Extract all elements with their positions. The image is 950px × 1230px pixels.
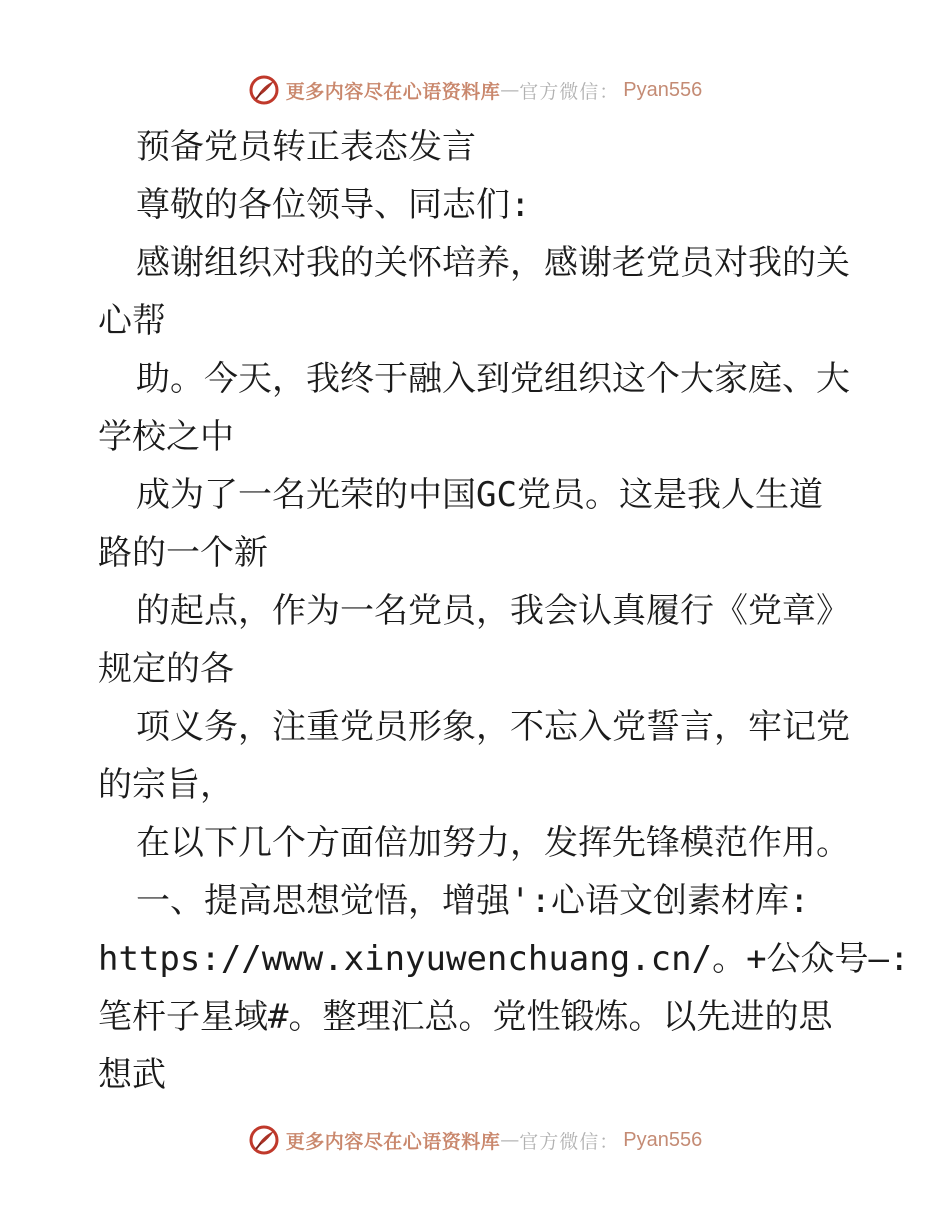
paragraph-line: 助。今天，我终于融入到党组织这个大家庭、大	[136, 359, 850, 399]
paragraph-line: https://www.xinyuwenchuang.cn/。+公众号—:	[98, 939, 910, 979]
paragraph-line: 成为了一名光荣的中国GC党员。这是我人生道	[136, 475, 823, 515]
salutation-line: 尊敬的各位领导、同志们:	[136, 185, 531, 225]
paragraph-line: 学校之中	[98, 417, 234, 457]
paragraph-line: 心帮	[98, 301, 166, 341]
watermark-banner-bottom	[0, 1120, 950, 1160]
watermark-banner-top	[0, 70, 950, 110]
paragraph-line: 项义务，注重党员形象，不忘入党誓言，牢记党	[136, 707, 850, 747]
paragraph-line: 在以下几个方面倍加努力，发挥先锋模范作用。	[136, 823, 850, 863]
feather-pen-logo-icon	[248, 74, 280, 106]
paragraph-line: 的起点，作为一名党员，我会认真履行《党章》	[136, 591, 850, 631]
banner-wechat-id: Pyan556	[623, 78, 703, 101]
banner-wechat-id: Pyan556	[623, 1128, 703, 1151]
paragraph-line: 笔杆子星域#。整理汇总。党性锻炼。以先进的思	[98, 997, 833, 1037]
paragraph-line: 一、提高思想觉悟，增强':心语文创素材库:	[136, 881, 810, 921]
banner-wechat-label: 官方微信：	[519, 1130, 620, 1153]
banner-wechat-label: 官方微信：	[519, 80, 620, 103]
banner-dash: —	[500, 1129, 520, 1151]
banner-dash: —	[500, 79, 520, 101]
paragraph-line: 想武	[98, 1055, 166, 1095]
paragraph-line: 路的一个新	[98, 533, 268, 573]
banner-slogan: 更多内容尽在心语资料库	[285, 1130, 501, 1153]
paragraph-line: 规定的各	[98, 649, 234, 689]
feather-pen-logo-icon	[248, 1124, 280, 1156]
paragraph-line: 的宗旨，	[98, 765, 234, 805]
banner-slogan: 更多内容尽在心语资料库	[285, 80, 501, 103]
document-body	[98, 118, 910, 1104]
document-title: 预备党员转正表态发言	[136, 127, 476, 167]
paragraph-line: 感谢组织对我的关怀培养，感谢老党员对我的关	[136, 243, 850, 283]
